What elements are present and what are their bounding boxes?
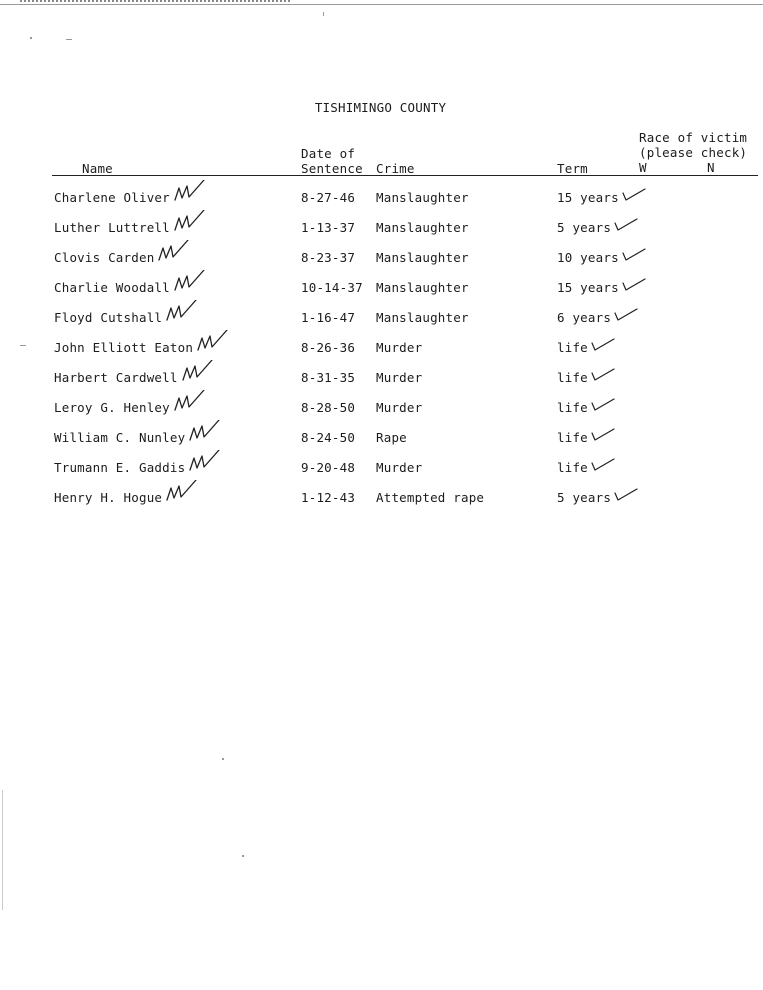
table-row [0, 400, 763, 420]
inmate-name: Floyd Cutshall [54, 310, 163, 325]
handwritten-w-mark [188, 450, 222, 476]
handwritten-w-mark [165, 480, 199, 506]
term: 15 years [557, 190, 619, 205]
handwritten-w-mark [173, 180, 207, 206]
term-cell [557, 220, 639, 235]
crime: Manslaughter [376, 310, 469, 325]
handwritten-w-mark [188, 420, 222, 446]
term-cell [557, 340, 616, 355]
inmate-name: John Elliott Eaton [54, 340, 194, 355]
date-header-line1: Date of [301, 146, 356, 161]
table-row [0, 220, 763, 240]
row-name-cell [54, 250, 191, 266]
check-mark-icon [621, 277, 647, 293]
term-cell [557, 430, 616, 445]
term: 10 years [557, 250, 619, 265]
sentence-date: 8-23-37 [301, 250, 356, 265]
term: life [557, 460, 588, 475]
row-name-cell [54, 280, 207, 296]
term: life [557, 400, 588, 415]
table-row [0, 250, 763, 270]
sentence-date: 9-20-48 [301, 460, 356, 475]
sentence-date: 8-28-50 [301, 400, 356, 415]
handwritten-w-mark [173, 270, 207, 296]
table-row [0, 370, 763, 390]
crime: Murder [376, 400, 423, 415]
inmate-name: Luther Luttrell [54, 220, 170, 235]
paper-speck [2, 790, 3, 910]
term-cell [557, 400, 616, 415]
check-mark-icon [621, 247, 647, 263]
check-mark-icon [621, 187, 647, 203]
crime: Murder [376, 370, 423, 385]
term-cell [557, 370, 616, 385]
check-mark-icon [613, 217, 639, 233]
table-row [0, 280, 763, 300]
sentence-date: 8-27-46 [301, 190, 356, 205]
term: 6 years [557, 310, 612, 325]
term-cell [557, 280, 647, 295]
check-mark-icon [590, 457, 616, 473]
crime: Manslaughter [376, 190, 469, 205]
table-row [0, 460, 763, 480]
paper-speck [30, 37, 32, 39]
row-name-cell [54, 340, 230, 356]
check-mark-icon [590, 367, 616, 383]
check-mark-icon [590, 397, 616, 413]
row-name-cell [54, 190, 207, 206]
page-title: TISHIMINGO COUNTY [314, 100, 447, 115]
race-header-line1: Race of victim [639, 130, 748, 145]
paper-speck [222, 758, 224, 760]
term-header: Term [557, 161, 588, 176]
term-cell [557, 460, 616, 475]
check-mark-icon [590, 427, 616, 443]
top-edge-dots [20, 0, 290, 5]
sentence-date: 8-24-50 [301, 430, 356, 445]
row-name-cell [54, 370, 215, 386]
table-row [0, 340, 763, 360]
paper-speck [20, 345, 26, 346]
table-row [0, 190, 763, 210]
sentence-date: 1-16-47 [301, 310, 356, 325]
handwritten-w-mark [181, 360, 215, 386]
crime: Attempted rape [376, 490, 485, 505]
crime: Murder [376, 460, 423, 475]
handwritten-w-mark [173, 390, 207, 416]
inmate-name: Harbert Cardwell [54, 370, 178, 385]
sentence-date: 8-31-35 [301, 370, 356, 385]
inmate-name: Clovis Carden [54, 250, 155, 265]
crime: Manslaughter [376, 220, 469, 235]
header-rule [52, 175, 758, 176]
term-cell [557, 310, 639, 325]
term: 5 years [557, 220, 612, 235]
crime-header: Crime [376, 161, 415, 176]
crime: Manslaughter [376, 250, 469, 265]
sentence-date: 1-12-43 [301, 490, 356, 505]
term: 15 years [557, 280, 619, 295]
row-name-cell [54, 220, 207, 236]
row-name-cell [54, 460, 222, 476]
crime: Rape [376, 430, 407, 445]
paper-speck [66, 39, 72, 40]
handwritten-w-mark [165, 300, 199, 326]
check-mark-icon [613, 487, 639, 503]
term: life [557, 370, 588, 385]
inmate-name: Charlene Oliver [54, 190, 170, 205]
handwritten-w-mark [157, 240, 191, 266]
inmate-name: Leroy G. Henley [54, 400, 170, 415]
table-row [0, 310, 763, 330]
sentence-date: 8-26-36 [301, 340, 356, 355]
term: life [557, 430, 588, 445]
date-header-line2: Sentence [301, 161, 363, 176]
crime: Manslaughter [376, 280, 469, 295]
inmate-name: William C. Nunley [54, 430, 186, 445]
row-name-cell [54, 310, 199, 326]
crime: Murder [376, 340, 423, 355]
race-w-header: W [639, 160, 647, 175]
sentence-date: 1-13-37 [301, 220, 356, 235]
term-cell [557, 490, 639, 505]
row-name-cell [54, 430, 222, 446]
handwritten-w-mark [196, 330, 230, 356]
name-header: Name [82, 161, 113, 176]
handwritten-w-mark [173, 210, 207, 236]
term: 5 years [557, 490, 612, 505]
check-mark-icon [590, 337, 616, 353]
term: life [557, 340, 588, 355]
table-row [0, 490, 763, 510]
table-row [0, 430, 763, 450]
race-header-line2: (please check) [639, 145, 748, 160]
inmate-name: Charlie Woodall [54, 280, 170, 295]
term-cell [557, 190, 647, 205]
term-cell [557, 250, 647, 265]
paper-speck [242, 855, 244, 857]
row-name-cell [54, 400, 207, 416]
sentence-date: 10-14-37 [301, 280, 363, 295]
check-mark-icon [613, 307, 639, 323]
inmate-name: Trumann E. Gaddis [54, 460, 186, 475]
inmate-name: Henry H. Hogue [54, 490, 163, 505]
paper-speck [323, 12, 324, 16]
race-n-header: N [707, 160, 715, 175]
row-name-cell [54, 490, 199, 506]
